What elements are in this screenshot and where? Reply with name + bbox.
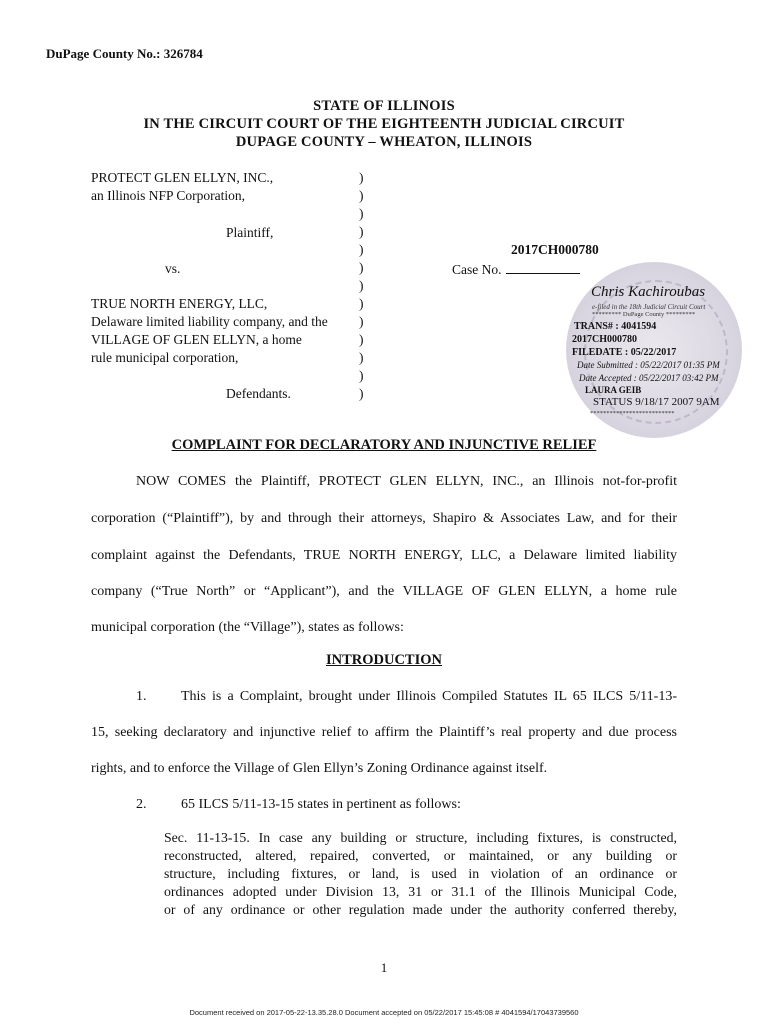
county-number: DuPage County No.: 326784 [46, 46, 203, 61]
header-county: DUPAGE COUNTY – WHEATON, ILLINOIS [235, 134, 533, 150]
caption-paren: ) [359, 224, 364, 239]
caption-paren: ) [359, 170, 364, 185]
header-state: STATE OF ILLINOIS [313, 98, 455, 114]
caption-paren: ) [359, 260, 364, 275]
defendant-line-1: TRUE NORTH ENERGY, LLC, [91, 296, 268, 311]
statute-quote-line: reconstructed, altered, repaired, converted, or maintained, or any building or [164, 848, 677, 863]
versus-label: vs. [165, 261, 181, 276]
stamp-filedate: FILEDATE : 05/22/2017 [572, 347, 677, 358]
complaint-title [0, 437, 768, 454]
stamp-clerk: LAURA GEIB [585, 385, 642, 395]
intro-line: municipal corporation (the “Village”), states as follows: [91, 620, 404, 635]
stamp-efiled: e-filed in the 18th Judicial Circuit Court [592, 303, 706, 311]
stamp-date-accepted: Date Accepted : 05/22/2017 03:42 PM [579, 373, 719, 383]
header-court: IN THE CIRCUIT COURT OF THE EIGHTEENTH JUDICIAL CIRCUIT [143, 116, 625, 132]
stamp-status: STATUS 9/18/17 2007 9AM [593, 396, 720, 408]
caption-paren: ) [359, 332, 364, 347]
plaintiff-description: an Illinois NFP Corporation, [91, 188, 245, 203]
caption-paren: ) [359, 206, 364, 221]
para-2-number: 2. [136, 797, 147, 812]
para-1-number: 1. [136, 689, 147, 704]
stamp-county-line: ********* DuPage County ********* [592, 311, 696, 318]
intro-line: complaint against the Defendants, TRUE NORTH ENERGY, LLC, a Delaware limited liability [91, 548, 677, 563]
document-footer: Document received on 2017-05-22-13.35.28.0 Document accepted on 05/22/2017 15:45:08 # 4041594/17043739560 [189, 1008, 579, 1017]
caption-paren: ) [359, 386, 364, 401]
plaintiff-label: Plaintiff, [226, 225, 274, 240]
intro-line: company (“True North” or “Applicant”), and the VILLAGE OF GLEN ELLYN, a home rule [91, 584, 677, 599]
plaintiff-name: PROTECT GLEN ELLYN, INC., [91, 170, 274, 185]
section-heading-text: INTRODUCTION [325, 652, 442, 668]
defendant-line-4: rule municipal corporation, [91, 350, 239, 365]
stamp-trans-number: TRANS# : 4041594 [574, 321, 657, 332]
complaint-title-text: COMPLAINT FOR DECLARATORY AND INJUNCTIVE RELIEF [171, 437, 597, 453]
case-number: 2017CH000780 [511, 242, 599, 257]
intro-line: corporation (“Plaintiff”), by and through their attorneys, Shapiro & Associates Law, and for their [91, 511, 677, 526]
defendant-line-2: Delaware limited liability company, and the [91, 314, 328, 329]
para-1-line: 15, seeking declaratory and injunctive relief to affirm the Plaintiff’s real property and due process [91, 725, 677, 740]
defendants-label: Defendants. [226, 386, 291, 401]
case-number-blank [506, 262, 580, 274]
para-2-text: 65 ILCS 5/11-13-15 states in pertinent as follows: [181, 797, 461, 812]
case-number-label [452, 262, 580, 278]
page-number: 1 [380, 960, 388, 975]
stamp-case-number: 2017CH000780 [572, 334, 637, 345]
para-1-line: This is a Complaint, brought under Illinois Compiled Statutes IL 65 ILCS 5/11-13- [181, 689, 677, 704]
caption-paren: ) [359, 278, 364, 293]
intro-line: NOW COMES the Plaintiff, PROTECT GLEN ELLYN, INC., an Illinois not-for-profit [136, 474, 677, 489]
caption-paren: ) [359, 350, 364, 365]
caption-paren: ) [359, 296, 364, 311]
stamp-stars: ************************** [590, 410, 675, 417]
statute-quote-line: Sec. 11-13-15. In case any building or structure, including fixtures, is constructed, [164, 830, 677, 845]
caption-paren: ) [359, 242, 364, 257]
stamp-clerk-name: Chris Kachiroubas [591, 284, 706, 300]
case-label-text: Case No. [452, 262, 502, 277]
caption-paren: ) [359, 368, 364, 383]
caption-paren: ) [359, 314, 364, 329]
statute-quote-line: ordinances adopted under Division 13, 31 or 31.1 of the Illinois Municipal Code, [164, 884, 677, 899]
statute-quote-line: structure, including fixtures, or land, is used in violation of an ordinance or [164, 866, 677, 881]
caption-paren: ) [359, 188, 364, 203]
statute-quote-line: or of any ordinance or other regulation made under the authority conferred thereby, [164, 902, 677, 917]
para-1-line: rights, and to enforce the Village of Glen Ellyn’s Zoning Ordinance against itself. [91, 761, 548, 776]
section-heading [0, 652, 768, 669]
defendant-line-3: VILLAGE OF GLEN ELLYN, a home [91, 332, 302, 347]
stamp-date-submitted: Date Submitted : 05/22/2017 01:35 PM [577, 360, 720, 370]
